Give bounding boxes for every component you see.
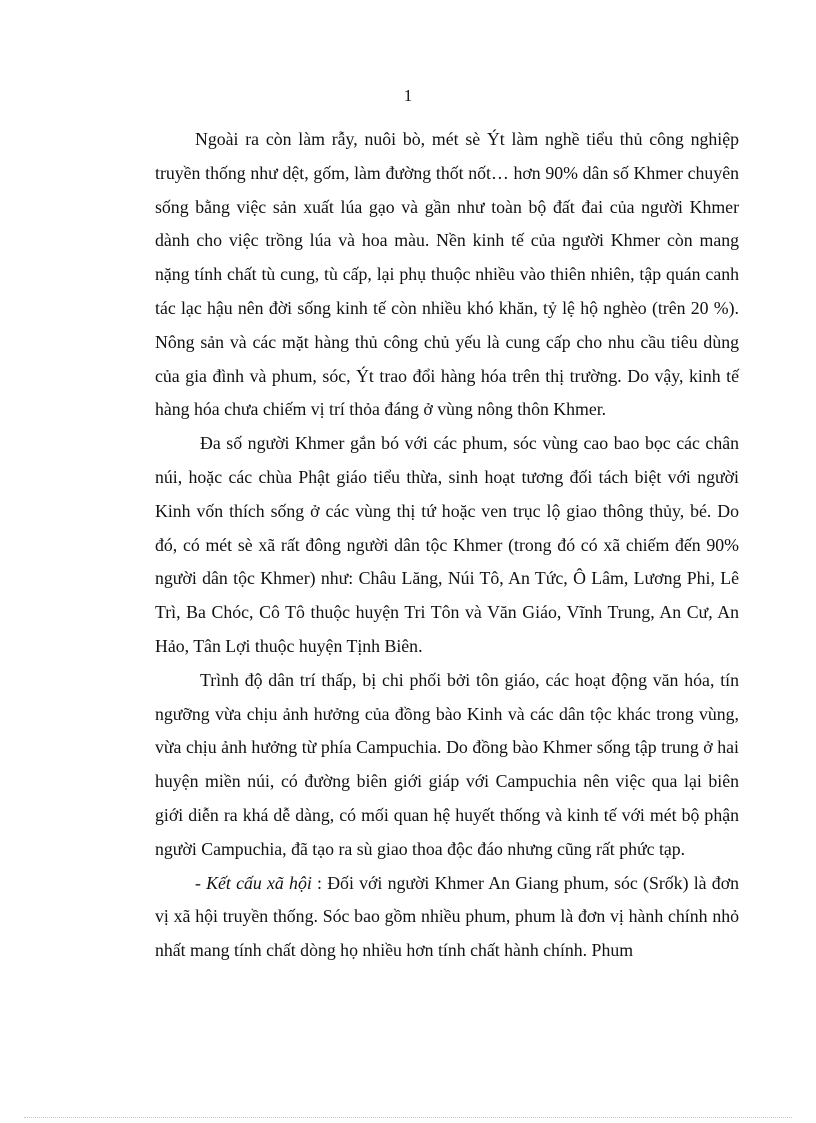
page-bottom-divider	[24, 1117, 792, 1118]
list-dash: -	[195, 872, 207, 893]
paragraph-education: Trình độ dân trí thấp, bị chi phối bởi tôn giáo, các hoạt động văn hóa, tín ngưỡng vừa chịu ảnh hưởng của đồng bào Kinh và các dân tộc khác trong vùng, vừa chịu ảnh hưởng từ phía Campuchia. Do đồng bào Khmer sống tập trung ở hai huyện miền núi, có đường biên giới giáp với Campuchia nên việc qua lại biên giới diễn ra khá dễ dàng, có mối quan hệ huyết thống và kinh tế với mét bộ phận người Campuchia, đã tạo ra sù giao thoa độc đáo nhưng cũng rất phức tạp.	[155, 669, 739, 859]
paragraph-economy: Ngoài ra còn làm rẫy, nuôi bò, mét sè Ýt làm nghề tiểu thủ công nghiệp truyền thống như dệt, gốm, làm đường thốt nốt… hơn 90% dân số Khmer chuyên sống bằng việc sản xuất lúa gạo và gần như toàn bộ đất đai của người Khmer dành cho việc trồng lúa và hoa màu. Nền kinh tế của người Khmer còn mang nặng tính chất tù cung, tù cấp, lại phụ thuộc nhiều vào thiên nhiên, tập quán canh tác lạc hậu nên đời sống kinh tế còn nhiều khó khăn, tỷ lệ hộ nghèo (trên 20 %). Nông sản và các mặt hàng thủ công chủ yếu là cung cấp cho nhu cầu tiêu dùng của gia đình và phum, sóc, Ýt trao đổi hàng hóa trên thị trường. Do vậy, kinh tế hàng hóa chưa chiếm vị trí thỏa đáng ở vùng nông thôn Khmer.	[155, 129, 739, 420]
document-body	[155, 123, 739, 968]
section-label: Kết cấu xã hội	[206, 872, 312, 893]
social-structure-text: : Đối với người Khmer An Giang phum, sóc (Srốk) là đơn vị xã hội truyền thống. Sóc bao gồm nhiều phum, phum là đơn vị hành chính nhỏ nhất mang tính chất dòng họ nhiều hơn tính chất hành chính. Phum	[155, 872, 739, 961]
paragraph-social-structure	[155, 867, 739, 968]
paragraph-settlement: Đa số người Khmer gắn bó với các phum, sóc vùng cao bao bọc các chân núi, hoặc các chùa Phật giáo tiểu thừa, sinh hoạt tương đối tách biệt với người Kinh vốn thích sống ở các vùng thị tứ hoặc ven trục lộ giao thông thủy, bé. Do đó, có mét sè xã rất đông người dân tộc Khmer (trong đó có xã chiếm đến 90% người dân tộc Khmer) như: Châu Lăng, Núi Tô, An Tức, Ô Lâm, Lương Phi, Lê Trì, Ba Chóc, Cô Tô thuộc huyện Tri Tôn và Văn Giáo, Vĩnh Trung, An Cư, An Hảo, Tân Lợi thuộc huyện Tịnh Biên.	[155, 433, 739, 656]
page-number: 1	[403, 86, 413, 105]
